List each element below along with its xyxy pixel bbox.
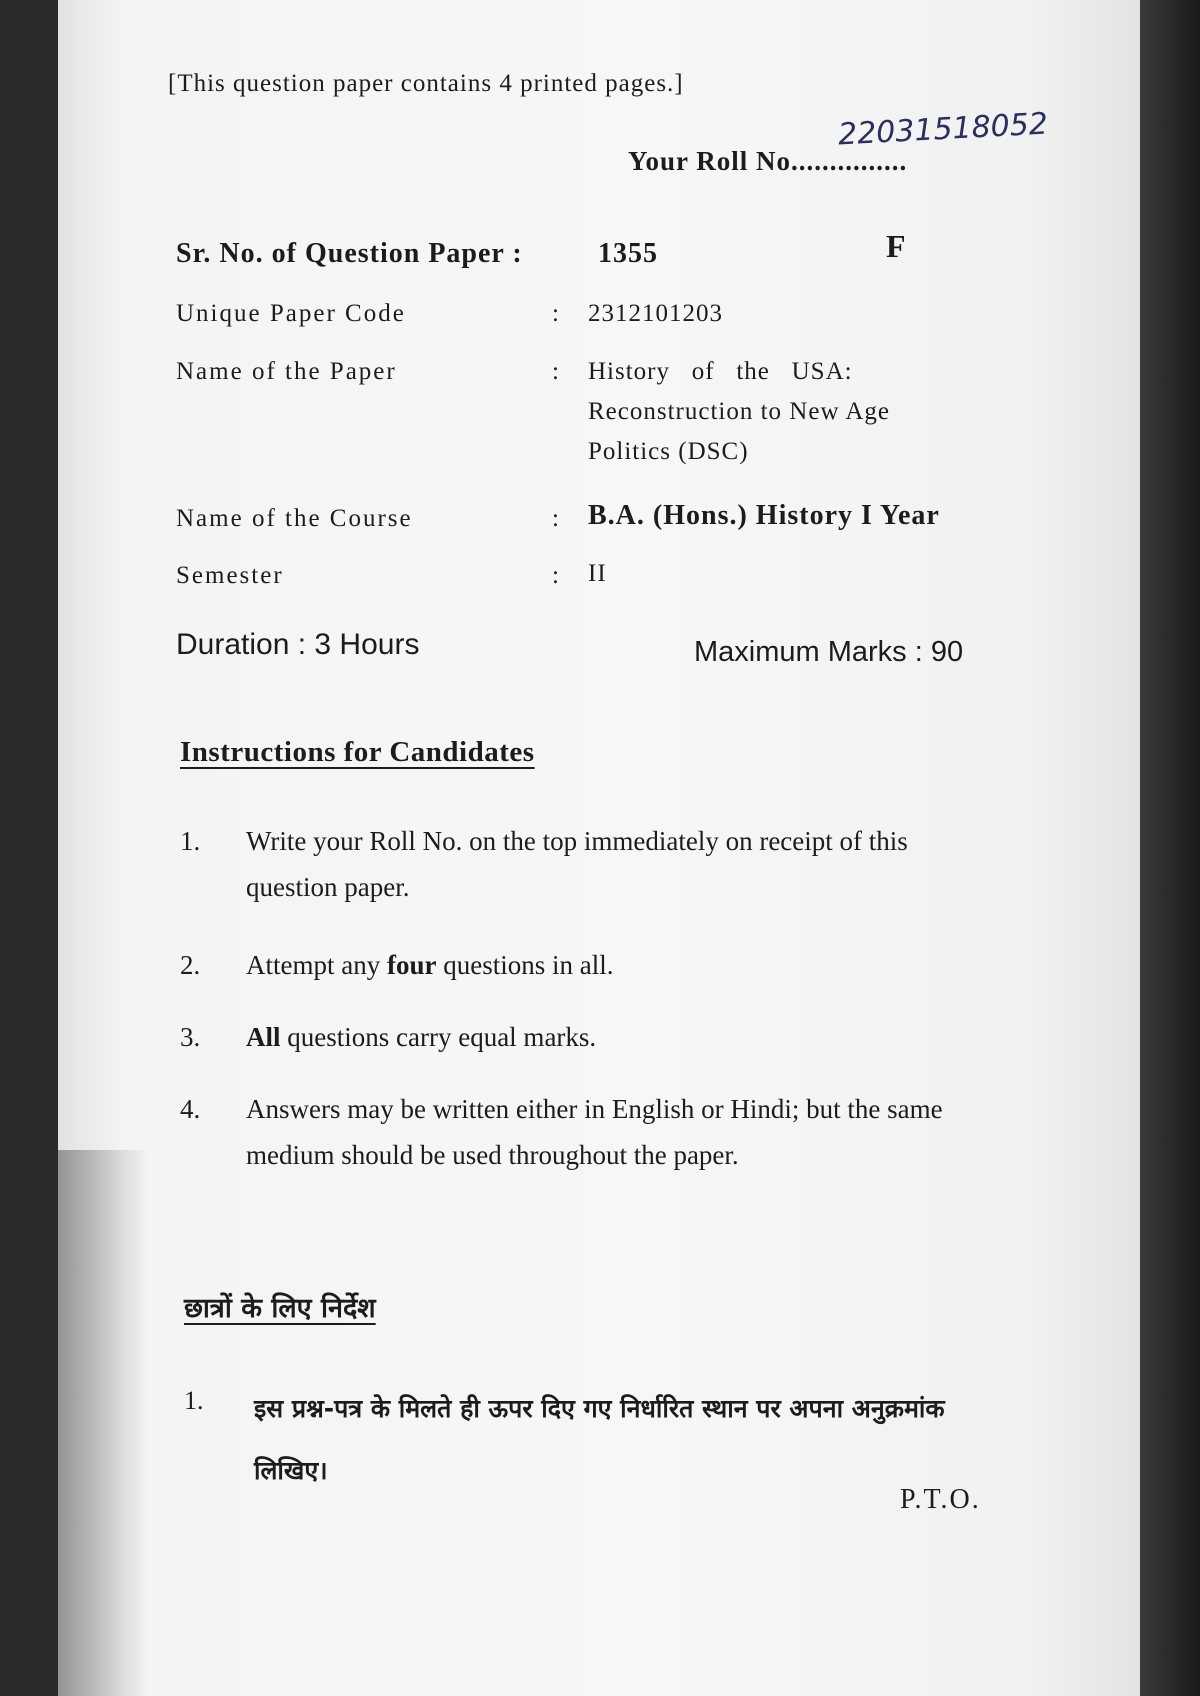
instruction-text: Attempt any four questions in all. bbox=[246, 950, 614, 980]
instruction-number: 4. bbox=[180, 1094, 201, 1124]
question-paper-sheet bbox=[58, 0, 1140, 1696]
page-count-note: [This question paper contains 4 printed pages.] bbox=[168, 70, 684, 97]
hindi-instruction-text: इस प्रश्न-पत्र के मिलते ही ऊपर दिए गए निर्धारित स्थान पर अपना अनुक्रमांक लिखिए। bbox=[254, 1394, 945, 1485]
separator: : bbox=[552, 358, 559, 385]
paper-name-line: Reconstruction to New Age bbox=[588, 398, 891, 425]
semester-value: II bbox=[588, 560, 607, 587]
paper-name-line: Politics (DSC) bbox=[588, 438, 749, 465]
course-label: Name of the Course bbox=[176, 505, 413, 532]
paper-name-line: History of the USA: bbox=[588, 358, 853, 385]
instruction-number: 2. bbox=[180, 950, 201, 980]
please-turn-over: P.T.O. bbox=[900, 1484, 981, 1515]
roll-number-label: Your Roll No............... bbox=[628, 146, 908, 176]
instructions-heading: Instructions for Candidates bbox=[180, 736, 535, 768]
instruction-number: 1. bbox=[180, 826, 201, 856]
hindi-instruction-number: 1. bbox=[184, 1386, 204, 1415]
duration: Duration : 3 Hours bbox=[176, 628, 420, 661]
semester-label: Semester bbox=[176, 562, 284, 589]
separator: : bbox=[552, 505, 559, 532]
paper-name-label: Name of the Paper bbox=[176, 358, 397, 385]
instruction-text: Write your Roll No. on the top immediately on receipt of this question paper. bbox=[246, 826, 908, 902]
instruction-text: Answers may be written either in English or Hindi; but the same medium should be used throughout the paper. bbox=[246, 1094, 943, 1170]
paper-code-value: 2312101203 bbox=[588, 300, 723, 327]
hindi-instructions-heading: छात्रों के लिए निर्देश bbox=[184, 1293, 376, 1324]
background-edge bbox=[1140, 0, 1200, 1696]
handwritten-roll-number: 22031518052 bbox=[837, 106, 1049, 153]
paper-code-label: Unique Paper Code bbox=[176, 300, 406, 327]
separator: : bbox=[552, 562, 559, 589]
course-value: B.A. (Hons.) History I Year bbox=[588, 500, 940, 531]
page-shadow bbox=[58, 1150, 148, 1696]
maximum-marks: Maximum Marks : 90 bbox=[694, 636, 964, 668]
serial-number-label: Sr. No. of Question Paper : bbox=[176, 238, 523, 269]
serial-number-value: 1355 bbox=[598, 238, 658, 269]
instruction-number: 3. bbox=[180, 1022, 201, 1052]
instruction-text: All questions carry equal marks. bbox=[246, 1022, 597, 1052]
set-letter: F bbox=[886, 228, 906, 264]
separator: : bbox=[552, 300, 559, 327]
